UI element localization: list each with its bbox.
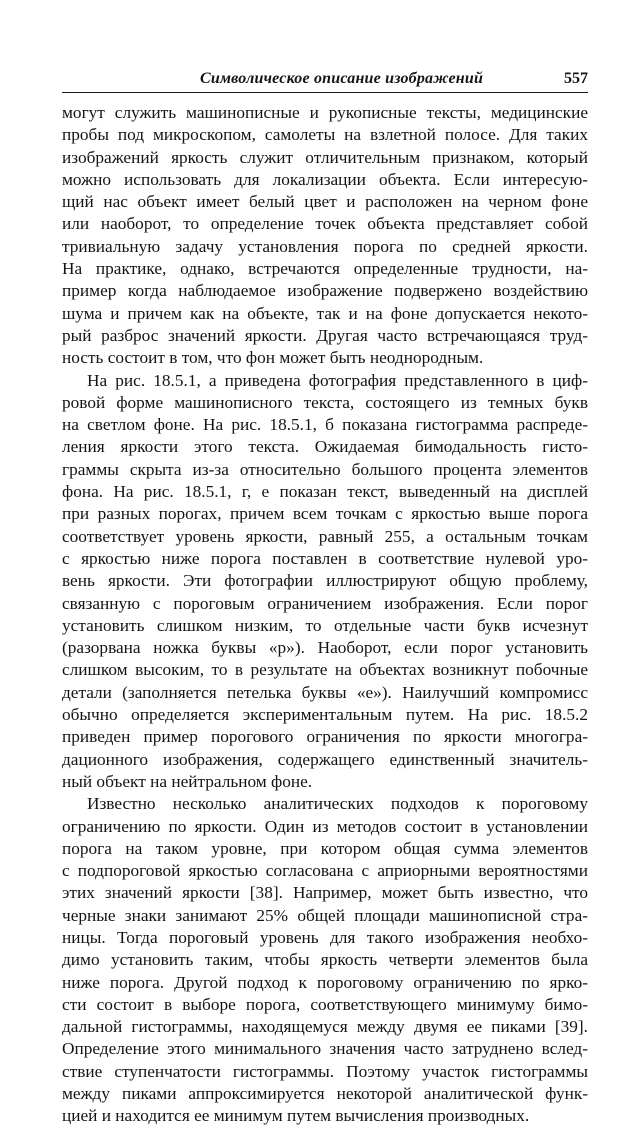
text-line: цией и находится ее минимум путем вычисления производных. <box>62 1106 530 1126</box>
text-line: порога на таком уровне, при котором общая сумма элементов <box>62 838 588 858</box>
text-line: при разных порогах, причем всем точкам с яркостью выше порога <box>62 504 588 524</box>
text-line: рый разброс значений яркости. Другая часто встречающаяся труд- <box>62 325 588 345</box>
text-line: можно использовать для локализации объекта. Если интересую- <box>62 169 588 189</box>
text-line: изображений яркость служит отличительным признаком, который <box>62 147 588 167</box>
running-header-title: Символическое описание изображений <box>200 70 484 87</box>
text-line: сти состоит в выборе порога, соответствующего минимуму бимо- <box>62 994 588 1014</box>
text-line: соответствует уровень яркости, равный 255, а остальным точкам <box>62 526 588 546</box>
text-line: этих значений яркости [38]. Например, может быть известно, что <box>62 883 588 903</box>
text-line: шума и причем как на объекте, так и на фоне допускается некото- <box>62 303 588 323</box>
text-line: обычно определяется экспериментальным путем. На рис. 18.5.2 <box>62 705 588 725</box>
text-line: граммы скрыта из-за относительно большого процента элементов <box>62 459 588 479</box>
paragraph-2 <box>62 370 588 794</box>
page-number: 557 <box>564 70 588 87</box>
text-line: пробы под микроскопом, самолеты на взлетной полосе. Для таких <box>62 125 588 145</box>
text-line: на светлом фоне. На рис. 18.5.1, б показана гистограмма распреде- <box>62 415 588 435</box>
text-line: Известно несколько аналитических подходов к пороговому <box>87 794 588 814</box>
text-line: На практике, однако, встречаются определенные трудности, на- <box>62 259 588 279</box>
body-text <box>62 102 588 1128</box>
text-line: ниже порога. Другой подход к пороговому ограничению по ярко- <box>62 972 588 992</box>
text-line: дационного изображения, содержащего единственный значитель- <box>62 749 588 769</box>
header-rule <box>62 92 588 93</box>
text-line: слишком высоким, то в результате на объектах возникнут побочные <box>62 660 588 680</box>
text-line: (разорвана ножка буквы «р»). Наоборот, если порог установить <box>62 638 588 658</box>
text-line: ницы. Тогда пороговый уровень для такого изображения необхо- <box>62 927 588 947</box>
paragraph-1 <box>62 102 588 370</box>
text-line: могут служить машинописные и рукописные тексты, медицинские <box>62 103 588 122</box>
text-line: щий нас объект имеет белый цвет и расположен на черном фоне <box>62 192 588 212</box>
text-line: ность состоит в том, что фон может быть неоднородным. <box>62 348 484 368</box>
text-line: димо установить таким, чтобы яркость четверти элементов была <box>62 950 588 970</box>
text-line: фона. На рис. 18.5.1, г, е показан текст, выведенный на дисплей <box>62 482 588 502</box>
text-line: ограничению по яркости. Один из методов состоит в установлении <box>62 816 588 836</box>
text-line: связанную с пороговым ограничением изображения. Если порог <box>62 593 588 613</box>
text-line: ный объект на нейтральном фоне. <box>62 771 313 791</box>
text-line: ровой форме машинописного текста, состоящего из темных букв <box>62 392 588 412</box>
text-line: Определение этого минимального значения часто затруднено вслед- <box>62 1039 588 1059</box>
running-header <box>62 70 588 96</box>
text-line: ления яркости этого текста. Ожидаемая бимодальность гисто- <box>62 437 588 457</box>
text-line: между пиками аппроксимируется некоторой аналитической функ- <box>62 1084 588 1104</box>
text-line: пример когда наблюдаемое изображение подвержено воздействию <box>62 281 588 301</box>
text-line: На рис. 18.5.1, а приведена фотография представленного в циф- <box>87 370 588 390</box>
text-line: тривиальную задачу установления порога по средней яркости. <box>62 236 588 256</box>
text-line: с яркостью ниже порога поставлен в соответствие нулевой уро- <box>62 548 588 568</box>
text-line: ствие ступенчатости гистограммы. Поэтому участок гистограммы <box>62 1061 588 1081</box>
text-line: вень яркости. Эти фотографии иллюстрируют общую проблему, <box>62 571 588 591</box>
text-line: детали (заполняется петелька буквы «е»). Наилучший компромисс <box>62 682 588 702</box>
text-line: с подпороговой яркостью согласована с априорными вероятностями <box>62 861 588 881</box>
text-line: дальной гистограммы, находящемуся между двумя ее пиками [39]. <box>62 1017 588 1037</box>
paragraph-3 <box>62 793 588 1127</box>
text-line: или наоборот, то определение точек объекта представляет собой <box>62 214 588 234</box>
text-line: приведен пример порогового ограничения по яркости многогра- <box>62 727 588 747</box>
text-line: черные знаки занимают 25% общей площади машинописной стра- <box>62 905 588 925</box>
text-line: установить слишком низким, то отдельные части букв исчезнут <box>62 615 588 635</box>
